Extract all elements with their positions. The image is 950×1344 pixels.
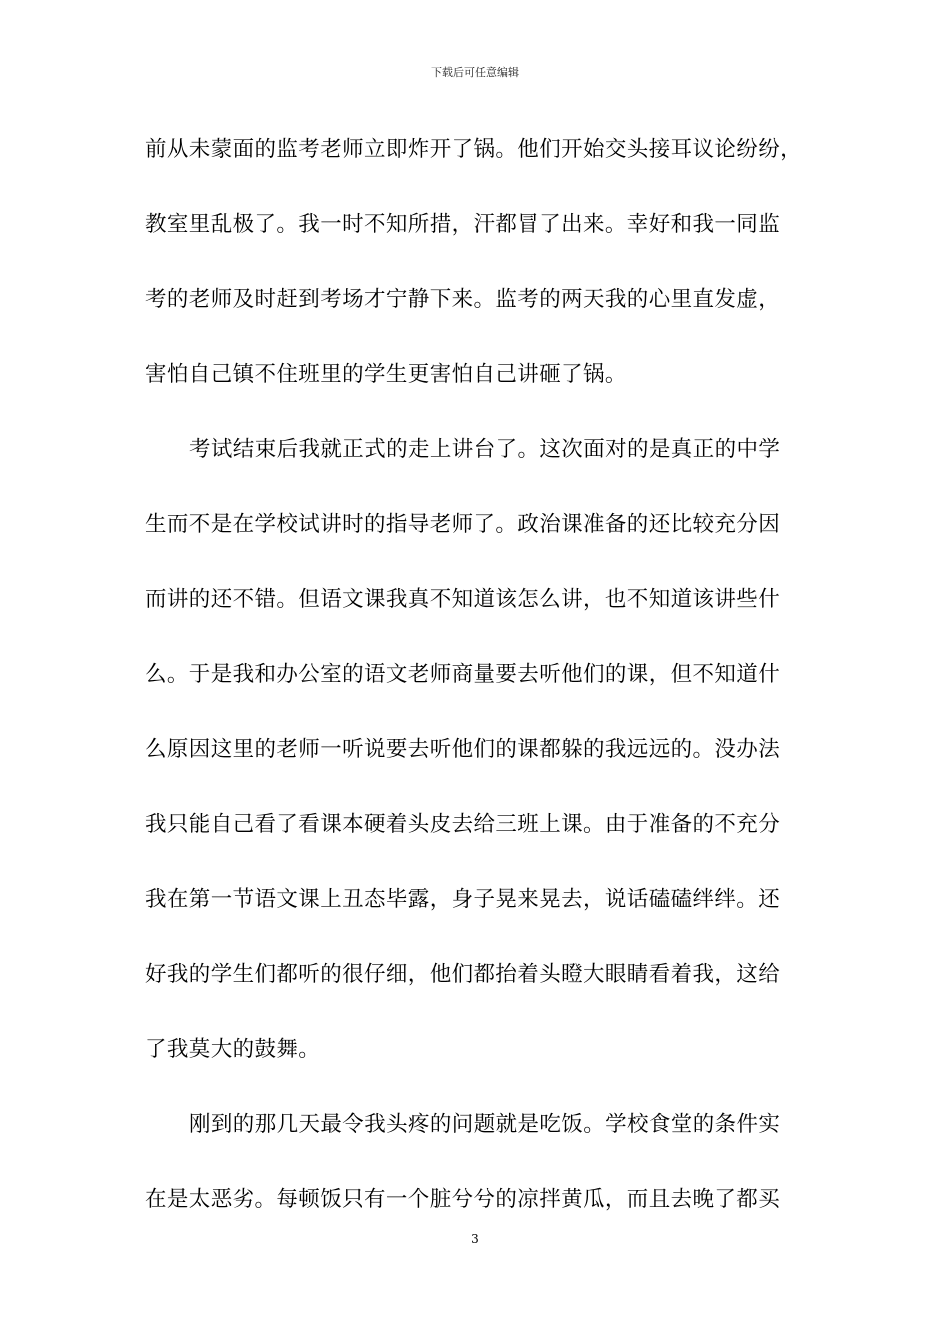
text-line: 生而不是在学校试讲时的指导老师了。政治课准备的还比较充分因	[145, 512, 781, 537]
text-line: 我在第一节语文课上丑态毕露，身子晃来晃去，说话磕磕绊绊。还	[145, 887, 781, 912]
text-line: 考试结束后我就正式的走上讲台了。这次面对的是真正的中学	[189, 437, 781, 462]
text-line: 么。于是我和办公室的语文老师商量要去听他们的课，但不知道什	[145, 662, 781, 687]
text-line: 刚到的那几天最令我头疼的问题就是吃饭。学校食堂的条件实	[189, 1112, 781, 1137]
text-line: 好我的学生们都听的很仔细，他们都抬着头瞪大眼睛看着我，这给	[145, 962, 781, 987]
page-header: 下载后可任意编辑	[431, 66, 519, 79]
text-line: 考的老师及时赶到考场才宁静下来。监考的两天我的心里直发虚，	[145, 287, 781, 312]
body-text	[145, 112, 810, 1237]
page-number: 3	[471, 1232, 479, 1246]
text-line: 而讲的还不错。但语文课我真不知道该怎么讲，也不知道该讲些什	[145, 587, 781, 612]
text-line: 害怕自己镇不住班里的学生更害怕自己讲砸了锅。	[145, 362, 627, 387]
text-line: 我只能自己看了看课本硬着头皮去给三班上课。由于准备的不充分	[145, 812, 781, 837]
text-line: 教室里乱极了。我一时不知所措，汗都冒了出来。幸好和我一同监	[145, 212, 781, 237]
text-line: 了我莫大的鼓舞。	[145, 1037, 321, 1062]
text-line: 前从未蒙面的监考老师立即炸开了锅。他们开始交头接耳议论纷纷，	[145, 137, 803, 162]
text-line: 在是太恶劣。每顿饭只有一个脏兮兮的凉拌黄瓜，而且去晚了都买	[145, 1187, 781, 1212]
text-line: 么原因这里的老师一听说要去听他们的课都躲的我远远的。没办法	[145, 737, 781, 762]
